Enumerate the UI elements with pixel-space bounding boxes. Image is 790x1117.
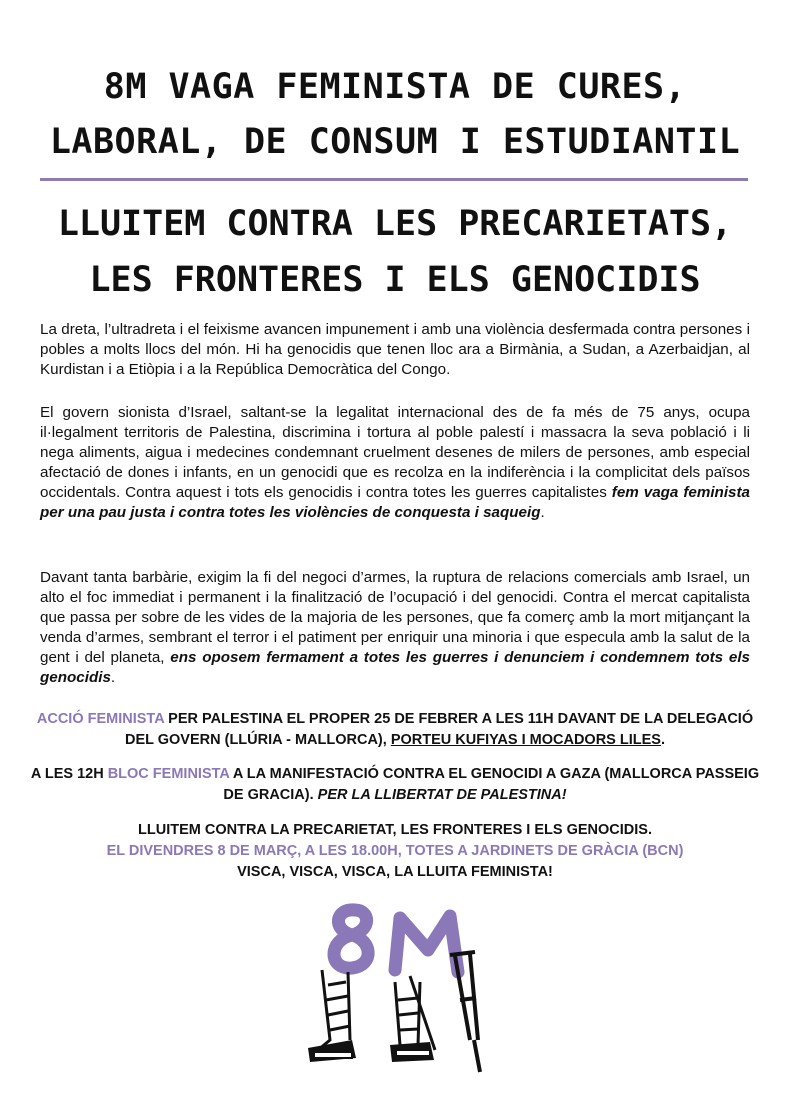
paragraph-2-end: . — [540, 504, 545, 521]
paragraph-2 — [40, 403, 750, 523]
paragraph-3-end: . — [110, 669, 116, 686]
paragraph-1: La dreta, l’ultradreta i el feixisme avancen impunement i amb una violència desfermada contra persones i pobles a molts llocs del món. Hi ha genocidis que tenen lloc ara a Birmània, a Sudan, a Azerbaidjan, al Kurdistan i a Etiòpia i a la República Democràtica del Congo. — [40, 321, 750, 378]
action-1-text: PER PALESTINA EL PROPER 25 DE FEBRER A LES 11H DAVANT DE LA DELEGACIÓ DEL GOVERN (LLÚRIA - MALLORCA), — [124, 711, 754, 748]
paragraph-2-emphasis: fem vaga feminista per una pau justa i contra totes les violències de conquesta i saqueig — [40, 484, 750, 521]
action-3 — [30, 820, 760, 883]
main-title-line2: LABORAL, DE CONSUM I ESTUDIANTIL — [49, 122, 741, 162]
action-2-highlight: BLOC FEMINISTA — [107, 766, 230, 782]
main-title-line1: 8M VAGA FEMINISTA DE CURES, — [103, 67, 687, 107]
action-2-start: A LES 12H — [30, 766, 108, 782]
action-3-line3: VISCA, VISCA, VISCA, LA LLUITA FEMINISTA! — [237, 864, 553, 880]
action-1-highlight: ACCIÓ FEMINISTA — [36, 711, 165, 727]
action-3-line2: EL DIVENDRES 8 DE MARÇ, A LES 18.00H, TOTES A JARDINETS DE GRÀCIA (BCN) — [106, 843, 684, 859]
action-3-line1: LLUITEM CONTRA LA PRECARIETAT, LES FRONTERES I ELS GENOCIDIS. — [138, 822, 652, 838]
action-2-italic: PER LA LLIBERTAT DE PALESTINA! — [317, 787, 567, 803]
subtitle — [0, 196, 790, 308]
action-1 — [30, 709, 760, 751]
action-1-underline: PORTEU KUFIYAS I MOCADORS LILES — [390, 732, 661, 748]
8m-marching-illustration — [300, 890, 500, 1090]
paragraph-2-text: El govern sionista d’Israel, saltant-se la legalitat internacional des de fa més de 75 anys, ocupa il·legalment territoris de Palestina, discrimina i tortura al poble palestí i massacra la seva població i li nega aliments, aigua i medecines condemnant cruelment desenes de milers de persones, amb especial afectació de dones i infants, en un genocidi que es recolza en la indiferència i la complicitat dels països occidentals. Contra aquest i tots els genocidis i contra totes les guerres capitalistes — [40, 404, 750, 501]
paragraph-3-text: Davant tanta barbàrie, exigim la fi del negoci d’armes, la ruptura de relacions comercials amb Israel, un alto el foc immediat i permanent i la finalització de l’ocupació i del genocidi. Contra el mercat capitalista que passa per sobre de les vides de la majoria de les persones, que fa comerç amb la mort mitjançant la venda d’armes, sembrant el terror i el patiment per enriquir una minoria i que especula amb la salut de la gent i del planeta, — [40, 569, 750, 666]
action-2 — [30, 764, 760, 806]
divider — [40, 178, 748, 181]
main-title — [0, 60, 790, 170]
subtitle-line2: LES FRONTERES I ELS GENOCIDIS — [89, 260, 701, 300]
subtitle-line1: LLUITEM CONTRA LES PRECARIETATS, — [57, 204, 733, 244]
paragraph-3 — [40, 568, 750, 688]
action-1-end: . — [660, 732, 665, 748]
action-2-text: A LA MANIFESTACIÓ CONTRA EL GENOCIDI A GAZA (MALLORCA PASSEIG DE GRACIA). — [223, 766, 760, 803]
paragraph-3-emphasis: ens oposem fermament a totes les guerres i denunciem i condemnem tots els genocidis — [40, 649, 750, 686]
